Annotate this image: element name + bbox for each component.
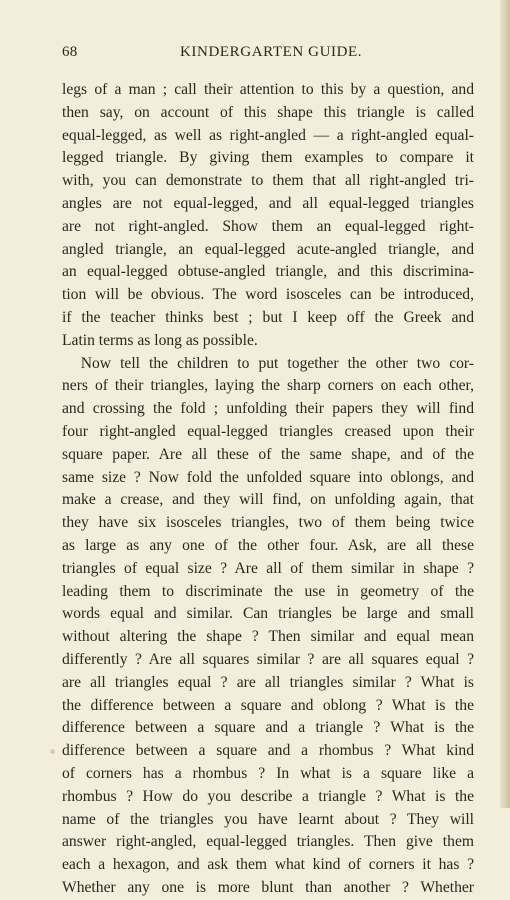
text-line: square paper. Are all these of the same shape, and of the: [62, 445, 474, 463]
text-line: answer right-angled, equal-legged triangles. Then give them: [62, 833, 474, 851]
paragraph-start-line: Now tell the children to put together the other two cor-: [80, 354, 474, 372]
text-line: difference between a square and a rhombus ? What kind: [62, 742, 474, 760]
text-line: legs of a man ; call their attention to this by a question, and: [62, 81, 474, 98]
text-line: triangles of equal size ? Are all of them similar in shape ?: [62, 559, 474, 577]
text-line: words equal and similar. Can triangles be large and small: [62, 605, 474, 623]
page-header: [62, 44, 474, 66]
text-line: tion will be obvious. The word isosceles can be introduced,: [62, 286, 474, 304]
text-line: and crossing the fold ; unfolding their papers they will find: [62, 400, 474, 418]
text-line: Whether any one is more blunt than another ? Whether: [62, 878, 474, 896]
text-line: are not right-angled. Show them an equal-legged right-: [62, 217, 474, 235]
text-line: differently ? Are all squares similar ? are all squares equal ?: [62, 650, 474, 668]
text-line: are all triangles equal ? are all triangles similar ? What is: [62, 673, 474, 691]
text-line: angles are not equal-legged, and all equal-legged triangles: [62, 194, 474, 212]
text-line: an equal-legged obtuse-angled triangle, and this discrimina-: [62, 263, 474, 281]
text-line: then say, on account of this shape this triangle is called: [62, 103, 474, 121]
text-line: name of the triangles you have learnt about ? They will: [62, 810, 474, 828]
text-line: the difference between a square and oblong ? What is the: [62, 696, 474, 714]
paper-spot: [50, 749, 55, 754]
page-edge: [500, 0, 510, 808]
text-line: difference between a square and a triangle ? What is the: [62, 719, 474, 737]
paragraph-end-line: Latin terms as long as possible.: [62, 331, 258, 349]
text-line: make a crease, and they will find, on unfolding again, that: [62, 491, 474, 509]
page-number: 68: [62, 44, 78, 60]
text-line: legged triangle. By giving them examples to compare it: [62, 149, 474, 167]
running-title: KINDERGARTEN GUIDE.: [180, 44, 363, 60]
text-line: each a hexagon, and ask them what kind of corners it has ?: [62, 856, 474, 874]
text-line: four right-angled equal-legged triangles creased upon their: [62, 422, 474, 440]
text-line: with, you can demonstrate to them that all right-angled tri-: [62, 172, 474, 190]
text-line: without altering the shape ? Then similar and equal mean: [62, 628, 474, 646]
text-line: angled triangle, an equal-legged acute-angled triangle, and: [62, 240, 474, 258]
text-line: same size ? Now fold the unfolded square into oblongs, and: [62, 468, 474, 486]
text-line: if the teacher thinks best ; but I keep off the Greek and: [62, 308, 474, 326]
text-line: rhombus ? How do you describe a triangle ? What is the: [62, 787, 474, 805]
body-text: [62, 79, 474, 900]
text-line: equal-legged, as well as right-angled — a right-angled equal-: [62, 126, 474, 144]
text-line: ners of their triangles, laying the sharp corners on each other,: [62, 377, 474, 395]
text-line: of corners has a rhombus ? In what is a square like a: [62, 764, 474, 782]
text-line: leading them to discriminate the use in geometry of the: [62, 582, 474, 600]
text-line: they have six isosceles triangles, two of them being twice: [62, 514, 474, 532]
text-line: as large as any one of the other four. Ask, are all these: [62, 536, 474, 554]
